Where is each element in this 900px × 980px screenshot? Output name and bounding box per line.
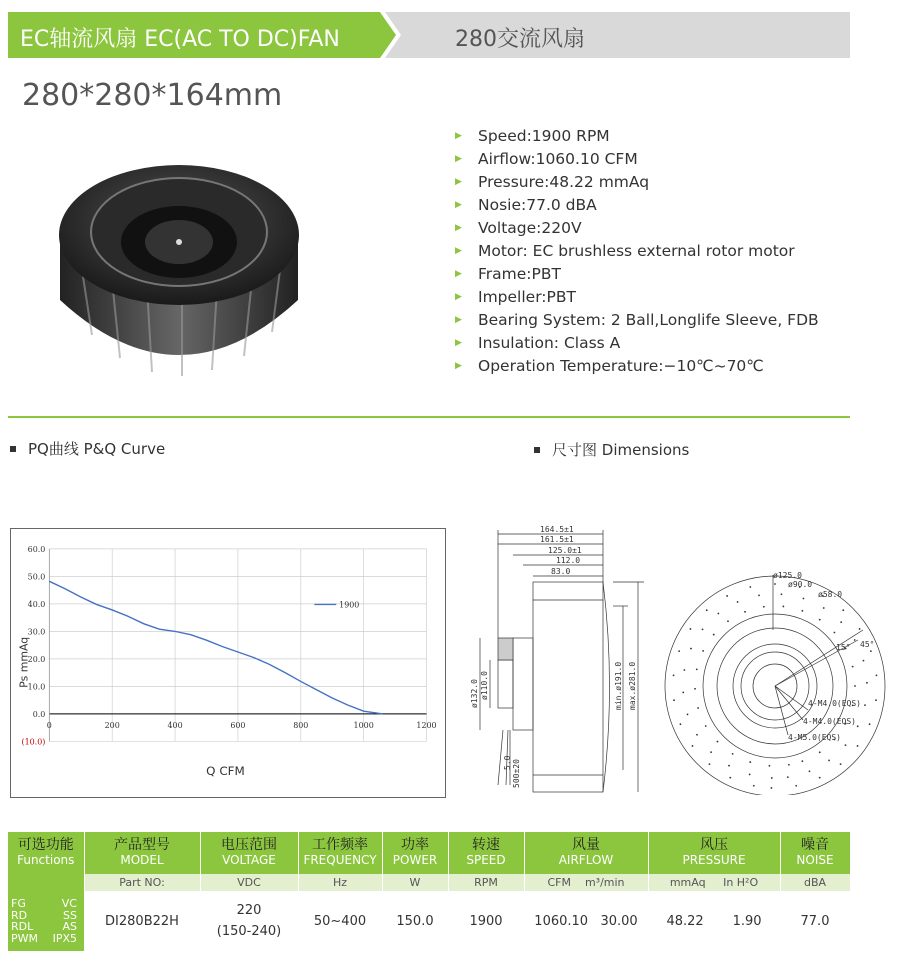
hole-dot: [863, 660, 865, 662]
table-units-row: [8, 874, 850, 891]
spec-text: Motor: EC brushless external rotor motor: [478, 242, 795, 261]
dim-front-1: ø90.0: [788, 580, 813, 589]
cell-speed: 1900: [448, 891, 524, 951]
hole-dot: [702, 628, 704, 630]
x-tick-label: 0: [46, 720, 52, 730]
function-label: VC: [61, 897, 77, 910]
dim-front-6: 4-M4.0(EQS): [803, 717, 856, 726]
hole-dot: [763, 606, 765, 608]
page-subtitle: 280交流风扇: [455, 27, 585, 52]
spec-text: Operation Temperature:−10℃~70℃: [478, 357, 764, 376]
spec-table: [8, 832, 851, 951]
series-line-1900: [49, 581, 382, 714]
cell-model: DI280B22H: [84, 891, 200, 951]
function-label: FG: [11, 897, 26, 910]
bullet-icon: ▶: [455, 361, 462, 372]
hole-dot: [869, 723, 871, 725]
dim-front-2: ø58.0: [818, 590, 843, 599]
unit-cfm: CFM: [547, 876, 571, 889]
hole-dot: [696, 734, 698, 736]
function-label: RDL: [11, 920, 34, 933]
dim-side-1: ø110.0: [480, 671, 489, 700]
hole-dot: [840, 621, 842, 623]
hole-dot: [673, 674, 675, 676]
hole-dot: [834, 632, 836, 634]
header-en: VOLTAGE: [222, 853, 276, 867]
hole-dot: [771, 787, 773, 789]
spec-item: [455, 193, 819, 216]
spec-text: Speed:1900 RPM: [478, 126, 610, 145]
unit-m3: m³/min: [584, 876, 625, 889]
hole-dot: [876, 674, 878, 676]
x-tick-label: 1000: [353, 720, 374, 730]
dim-top-1: 161.5±1: [540, 535, 574, 544]
hole-dot: [801, 610, 803, 612]
units-empty: [8, 874, 84, 891]
function-row: [11, 921, 77, 933]
cell-pressure: [648, 891, 780, 951]
x-axis-label: Q CFM: [206, 764, 245, 779]
dim-side-2: min.ø191.0: [614, 661, 623, 710]
header-en: AIRFLOW: [558, 853, 614, 867]
header-en: Functions: [17, 853, 75, 867]
spec-text: Nosie:77.0 dBA: [478, 195, 597, 214]
hole-dot: [690, 628, 692, 630]
hole-dot: [709, 763, 711, 765]
function-label: PWM: [11, 931, 39, 945]
hole-dot: [753, 785, 755, 787]
hole-dot: [696, 668, 698, 670]
pq-section-title: [10, 438, 165, 459]
header-en: SPEED: [466, 853, 506, 867]
hole-dot: [870, 650, 872, 652]
hole-dot: [705, 725, 707, 727]
spec-text: Impeller:PBT: [478, 288, 576, 307]
hole-dot: [673, 699, 675, 701]
function-label: SS: [63, 908, 77, 922]
hole-dot: [875, 699, 877, 701]
unit-mmaq: mmAq: [669, 876, 706, 889]
table-row: [8, 891, 850, 951]
hole-dot: [828, 760, 830, 762]
spec-text: Bearing System: 2 Ball,Longlife Sleeve, FDB: [478, 311, 819, 330]
function-row: [11, 933, 77, 945]
cell-airflow: [524, 891, 648, 951]
bullet-icon: ▶: [455, 176, 462, 187]
page-title: EC轴流风扇 EC(AC TO DC)FAN: [20, 27, 340, 52]
spec-item: [455, 239, 819, 262]
spec-text: Voltage:220V: [478, 218, 582, 237]
table-header-row: [8, 832, 850, 874]
hole-dot: [713, 634, 715, 636]
spec-item: [455, 355, 819, 378]
spec-text: Pressure:48.22 mmAq: [478, 172, 650, 191]
y-tick-label: 60.0: [27, 544, 46, 554]
dim-side-3: max.ø281.0: [628, 661, 637, 710]
hole-dot: [842, 609, 844, 611]
dim-front-7: 4-M5.0(EQS): [788, 733, 841, 742]
unit-voltage: VDC: [200, 874, 298, 891]
bullet-icon: ▶: [455, 315, 462, 326]
hole-dot: [859, 628, 861, 630]
spec-text: Insulation: Class A: [478, 334, 621, 353]
dims-section-title: [534, 439, 689, 460]
voltage-value: 220: [236, 903, 262, 918]
header-cn: 可选功能: [17, 837, 74, 853]
cell-noise: 77.0: [780, 891, 850, 951]
hole-dot: [717, 741, 719, 743]
x-tick-label: 200: [104, 720, 120, 730]
hole-dot: [697, 707, 699, 709]
legend-label: 1900: [339, 600, 360, 610]
header-cell: [200, 832, 298, 874]
dim-front-3: 15°: [836, 643, 851, 652]
unit-freq: Hz: [298, 874, 382, 891]
hole-dot: [744, 611, 746, 613]
hole-dot: [795, 785, 797, 787]
hole-dot: [771, 777, 773, 779]
unit-airflow: [524, 874, 648, 891]
y-tick-label: 50.0: [27, 572, 46, 582]
dim-top-2: 125.0±1: [548, 546, 582, 555]
hole-dot: [682, 692, 684, 694]
hole-dot: [801, 760, 803, 762]
function-label: AS: [62, 920, 77, 933]
hole-dot: [749, 774, 751, 776]
spec-text: Frame:PBT: [478, 265, 561, 284]
dim-top-0: 164.5±1: [540, 525, 574, 534]
divider: [8, 416, 850, 418]
bullet-icon: [534, 447, 540, 453]
x-tick-label: 1200: [416, 720, 437, 730]
chart-ticks: [21, 545, 436, 747]
hole-dot: [819, 777, 821, 779]
header-en: POWER: [392, 853, 438, 867]
header-cn: 工作频率: [312, 837, 368, 853]
hole-dot: [781, 593, 783, 595]
header-en: MODEL: [120, 853, 164, 867]
dim-top-3: 112.0: [556, 556, 581, 565]
hole-dot: [803, 598, 805, 600]
hole-dot: [823, 607, 825, 609]
dims-section-label: 尺寸图 Dimensions: [552, 441, 690, 459]
dim-cable-0: 5.0: [503, 755, 512, 770]
spec-item: [455, 170, 819, 193]
dim-front-4: 45°: [860, 640, 875, 649]
cell-inh2o: 1.90: [732, 913, 762, 929]
function-label: RD: [11, 908, 28, 922]
bullet-icon: ▶: [455, 130, 462, 141]
unit-noise: dBA: [780, 874, 850, 891]
header-cn: 转速: [472, 837, 500, 853]
header-cell: [448, 832, 524, 874]
hole-dot: [710, 751, 712, 753]
x-tick-label: 400: [167, 720, 183, 730]
bullet-icon: ▶: [455, 153, 462, 164]
y-tick-label: 20.0: [27, 654, 46, 664]
header-en: FREQUENCY: [303, 853, 377, 867]
size-label: 280*280*164mm: [22, 78, 283, 113]
dim-front-0: ø125.0: [773, 571, 802, 580]
voltage-range: (150-240): [216, 924, 282, 939]
spec-item: [455, 309, 819, 332]
cell-freq: 50~400: [298, 891, 382, 951]
hole-dot: [809, 770, 811, 772]
hole-dot: [788, 764, 790, 766]
header-cell: [8, 832, 84, 874]
y-axis-label: Ps mmAq: [17, 636, 31, 688]
pq-chart: [10, 528, 446, 798]
header-cell: [382, 832, 448, 874]
cell-m3: 30.00: [600, 913, 638, 929]
y-tick-label: 0.0: [32, 709, 46, 719]
header-cell: [648, 832, 780, 874]
hole-dot: [854, 685, 856, 687]
spec-list: [455, 124, 819, 378]
hole-dot: [854, 639, 856, 641]
cell-cfm: 1060.10: [534, 913, 589, 929]
hole-dot: [690, 648, 692, 650]
hole-dot: [737, 601, 739, 603]
hole-dot: [680, 723, 682, 725]
hole-dot: [758, 594, 760, 596]
spec-text: Airflow:1060.10 CFM: [478, 149, 638, 168]
bullet-icon: ▶: [455, 222, 462, 233]
unit-pressure: [648, 874, 780, 891]
hole-dot: [694, 688, 696, 690]
header-en: NOISE: [796, 853, 834, 867]
bullet-icon: [10, 446, 16, 452]
header-cn: 风压: [700, 837, 728, 853]
hole-dot: [683, 669, 685, 671]
bullet-icon: ▶: [455, 269, 462, 280]
header-cn: 风量: [572, 837, 600, 853]
dim-top-4: 83.0: [551, 567, 571, 576]
function-row: [11, 898, 77, 910]
cell-power: 150.0: [382, 891, 448, 951]
hole-dot: [749, 761, 751, 763]
dim-cable-1: 500±20: [512, 759, 521, 788]
hole-dot: [749, 586, 751, 588]
hole-dot: [717, 613, 719, 615]
hole-dot: [840, 763, 842, 765]
hole-dot: [819, 619, 821, 621]
bullet-icon: ▶: [455, 338, 462, 349]
header-cn: 功率: [401, 837, 429, 853]
dim-front-5: 4-M4.0(EQS): [808, 699, 861, 708]
cell-mmaq: 48.22: [666, 913, 704, 929]
header-en: PRESSURE: [682, 853, 746, 867]
hole-dot: [727, 620, 729, 622]
y-tick-label: 30.0: [27, 627, 46, 637]
y-tick-label: 40.0: [27, 599, 46, 609]
bullet-icon: ▶: [455, 246, 462, 257]
header-cn: 噪音: [801, 837, 829, 853]
hole-dot: [774, 583, 776, 585]
spec-item: [455, 124, 819, 147]
fan-photo: [52, 150, 306, 385]
hole-dot: [769, 765, 771, 767]
hole-dot: [726, 595, 728, 597]
hole-dot: [852, 666, 854, 668]
unit-speed: RPM: [448, 874, 524, 891]
unit-power: W: [382, 874, 448, 891]
dimension-drawing: [468, 520, 892, 795]
hole-dot: [729, 777, 731, 779]
hole-dot: [819, 751, 821, 753]
bullet-icon: ▶: [455, 292, 462, 303]
header-cn: 产品型号: [114, 837, 170, 853]
hole-dot: [857, 745, 859, 747]
spec-item: [455, 332, 819, 355]
hole-dot: [728, 765, 730, 767]
hole-dot: [864, 704, 866, 706]
unit-model: Part NO:: [84, 874, 200, 891]
cell-voltage: [200, 891, 298, 951]
header-cell: [524, 832, 648, 874]
spec-item: [455, 263, 819, 286]
header-cell: [298, 832, 382, 874]
hole-dot: [782, 606, 784, 608]
hole-dot: [732, 753, 734, 755]
hole-dot: [787, 776, 789, 778]
header-cell: [84, 832, 200, 874]
dim-side-0: ø132.0: [470, 679, 479, 708]
hole-dot: [706, 609, 708, 611]
spec-item: [455, 286, 819, 309]
header-cell: [780, 832, 850, 874]
hole-dot: [692, 745, 694, 747]
hole-dot: [845, 744, 847, 746]
function-label: IPX5: [52, 931, 77, 945]
hole-dot: [857, 725, 859, 727]
spec-item: [455, 147, 819, 170]
y-tick-label: (10.0): [21, 737, 46, 747]
hole-dot: [678, 650, 680, 652]
spec-item: [455, 216, 819, 239]
bullet-icon: ▶: [455, 199, 462, 210]
functions-cell: [8, 891, 84, 951]
hole-dot: [687, 714, 689, 716]
x-tick-label: 800: [293, 720, 309, 730]
y-tick-label: 10.0: [27, 682, 46, 692]
unit-inh2o: In H²O: [723, 876, 759, 889]
header-cn: 电压范围: [221, 837, 277, 853]
hole-dot: [702, 650, 704, 652]
x-tick-label: 600: [230, 720, 246, 730]
pq-section-label: PQ曲线 P&Q Curve: [28, 440, 166, 458]
hole-dot: [866, 682, 868, 684]
